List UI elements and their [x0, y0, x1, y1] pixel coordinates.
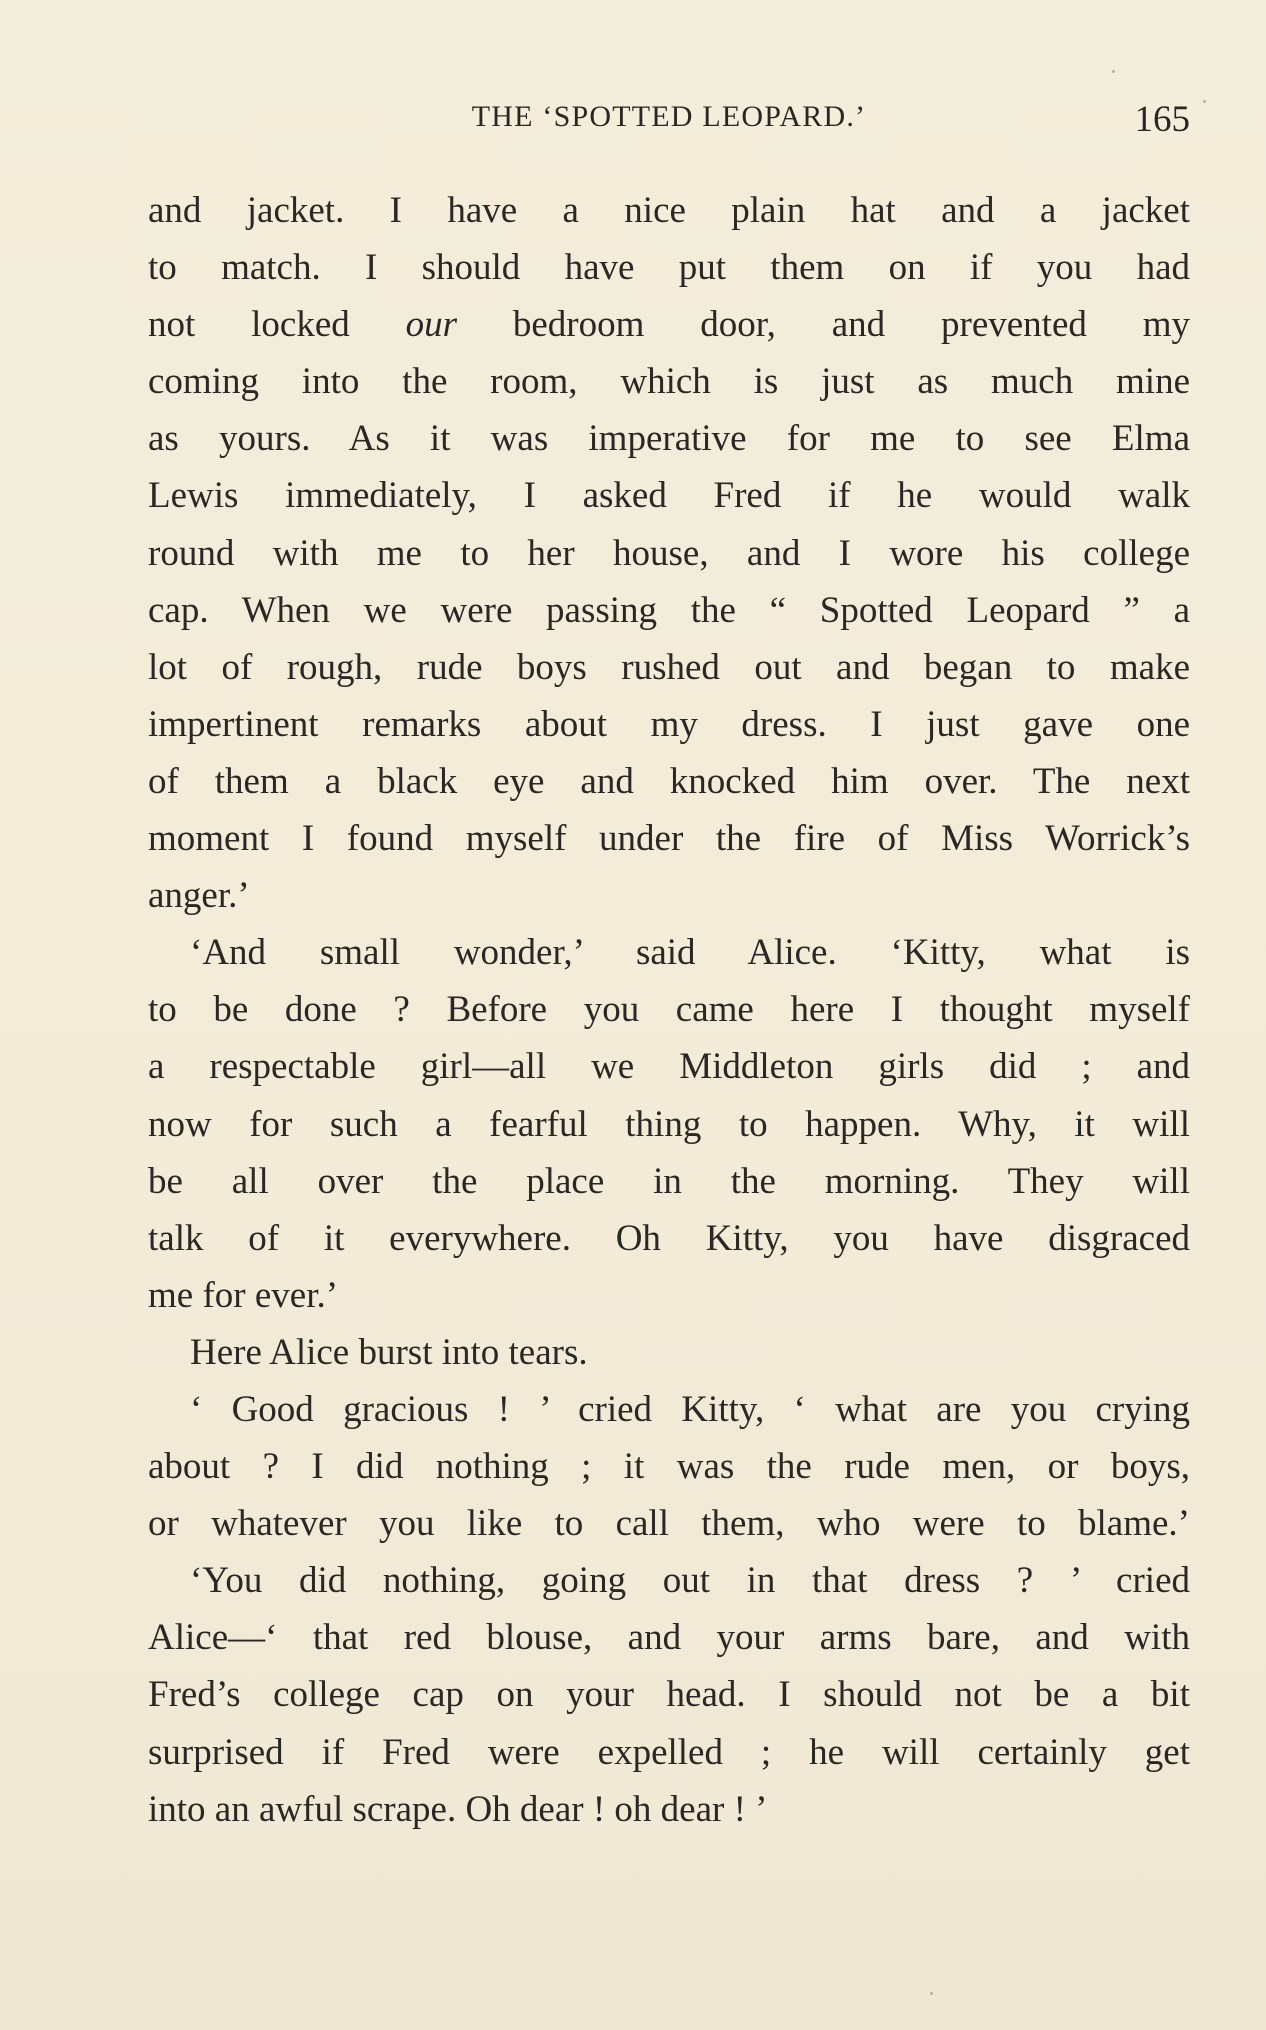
text-line: be all over the place in the morning. They will: [148, 1160, 1190, 1202]
text-line: or whatever you like to call them, who were to blame.’: [148, 1503, 1190, 1545]
text-line: me for ever.’: [148, 1274, 339, 1316]
text-line: ‘You did nothing, going out in that dress ? ’ cried: [190, 1560, 1190, 1602]
text-line: not locked our bedroom door, and prevented my: [148, 304, 1191, 346]
paper-speck: [1112, 70, 1115, 73]
text-line: Lewis immediately, I asked Fred if he would walk: [148, 475, 1190, 517]
text-line: a respectable girl—all we Middleton girls did ; and: [148, 1046, 1190, 1088]
text-line: into an awful scrape. Oh dear ! oh dear ! ’: [148, 1788, 768, 1830]
page-header: [148, 98, 1190, 142]
text-line: Fred’s college cap on your head. I should not be a bit: [148, 1674, 1190, 1716]
emphasis: our: [405, 304, 458, 346]
running-head: THE ‘SPOTTED LEOPARD.’: [471, 100, 867, 133]
text-line: lot of rough, rude boys rushed out and began to make: [148, 646, 1190, 688]
text-line: and jacket. I have a nice plain hat and a jacket: [148, 190, 1190, 231]
text-line: impertinent remarks about my dress. I just gave one: [148, 703, 1190, 745]
paper-speck: [1203, 100, 1206, 103]
text-line: as yours. As it was imperative for me to see Elma: [148, 418, 1190, 460]
text-line: to be done ? Before you came here I thought myself: [148, 989, 1190, 1031]
text-line: surprised if Fred were expelled ; he will certainly get: [148, 1731, 1190, 1773]
body-text: [148, 182, 1190, 1838]
text-line: coming into the room, which is just as much mine: [148, 361, 1190, 403]
text-line: Here Alice burst into tears.: [190, 1331, 588, 1373]
text-line: ‘And small wonder,’ said Alice. ‘Kitty, what is: [190, 932, 1190, 974]
text-line: anger.’: [148, 875, 250, 917]
text-line: now for such a fearful thing to happen. Why, it will: [148, 1103, 1190, 1145]
page-number: 165: [1134, 99, 1190, 140]
text-line: about ? I did nothing ; it was the rude men, or boys,: [148, 1446, 1190, 1488]
text-line: to match. I should have put them on if you had: [148, 247, 1190, 289]
text-line: talk of it everywhere. Oh Kitty, you have disgraced: [148, 1217, 1190, 1259]
text-line: ‘ Good gracious ! ’ cried Kitty, ‘ what are you crying: [190, 1388, 1190, 1430]
text-line: cap. When we were passing the “ Spotted Leopard ” a: [148, 589, 1190, 631]
text-line: moment I found myself under the fire of Miss Worrick’s: [148, 818, 1190, 860]
text-line: Alice—‘ that red blouse, and your arms bare, and with: [148, 1617, 1190, 1659]
text-line: round with me to her house, and I wore his college: [148, 532, 1190, 574]
text-line: of them a black eye and knocked him over. The next: [148, 760, 1190, 802]
paper-speck: [930, 1992, 933, 1995]
